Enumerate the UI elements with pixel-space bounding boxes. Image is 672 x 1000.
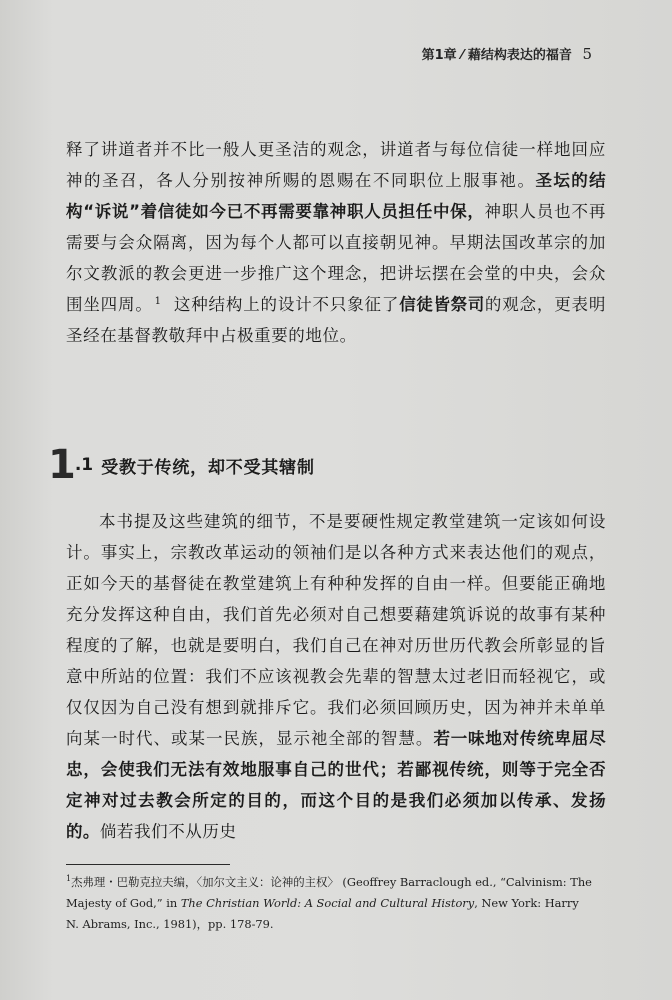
paragraph-2: [66, 506, 606, 847]
paragraph-1-text-a: 释了讲道者并不比一般人更圣洁的观念，讲道者与每位信徒一样地回应神的圣召，各人分别按神所赐的恩赐在不同职位上服事祂。: [66, 140, 606, 190]
running-header: [422, 44, 592, 63]
footnote: [66, 872, 592, 935]
footnote-divider: [66, 864, 230, 865]
paragraph-1-text-d: 的观念，更表明圣经在基督教敬拜中占极重要的地位。: [66, 295, 606, 345]
footnote-text-en-a: (Geoffrey Barraclough ed., “Calvinism: The Majesty of God,” in: [66, 875, 592, 910]
footnote-marker: 1: [66, 874, 72, 884]
paragraph-1: [66, 134, 606, 351]
footnote-reference[interactable]: 1: [154, 295, 162, 307]
page-number: 5: [582, 45, 592, 63]
section-heading: [48, 442, 315, 488]
paragraph-2-text-b: 倘若我们不从历史: [99, 822, 237, 841]
paragraph-1-text-b: 神职人员也不再需要与会众隔离，因为每个人都可以直接朝见神。早期法国改革宗的加尔文教派的教会更进一步推广这个理念，把讲坛摆在会堂的中央，会众围坐四周。: [66, 202, 606, 314]
footnote-text-en-b: , New York: Harry N. Abrams, Inc., 1981)，pp. 178-79.: [66, 896, 579, 931]
paragraph-1-bold-a: 圣坛的结构“诉说”着信徒如今已不再需要靠神职人员担任中保，: [66, 171, 606, 221]
paragraph-1-bold-b: 信徒皆祭司: [399, 295, 485, 314]
paragraph-2-text-a: 本书提及这些建筑的细节，不是要硬性规定教堂建筑一定该如何设计。事实上，宗教改革运动的领袖们是以各种方式来表达他们的观点，正如今天的基督徒在教堂建筑上有种种发挥的自由一样。但要能正确地充分发挥这种自由，我们首先必须对自己想要藉建筑诉说的故事有某种程度的了解，也就是要明白，我们自己在神对历世历代教会所彰显的旨意中所站的位置：我们不应该视教会先辈的智慧太过老旧而轻视它，或仅仅因为自己没有想到就排斥它。我们必须回顾历史，因为神并未单单向某一时代、或某一民族，显示祂全部的智慧。: [66, 512, 606, 748]
paragraph-2-bold-a: 若一味地对传统卑屈尽忠，会使我们无法有效地服事自己的世代；若鄙视传统，则等于完全否定神对过去教会所定的目的，而这个目的是我们必须加以传承、发扬的。: [66, 729, 607, 841]
section-title: 受教于传统，却不受其辖制: [101, 457, 315, 478]
chapter-title: 第1章 ⁄ 藉结构表达的福音: [421, 48, 572, 63]
footnote-book-title: The Christian World: A Social and Cultural History: [180, 896, 475, 910]
paragraph-1-text-c: 这种结构上的设计不只象征了: [173, 295, 400, 314]
section-number-minor: .1: [74, 455, 94, 475]
section-number-major: 1: [48, 442, 74, 488]
footnote-text-cn: 杰弗理・巴勒克拉夫编，〈加尔文主义：论神的主权〉: [71, 875, 339, 889]
